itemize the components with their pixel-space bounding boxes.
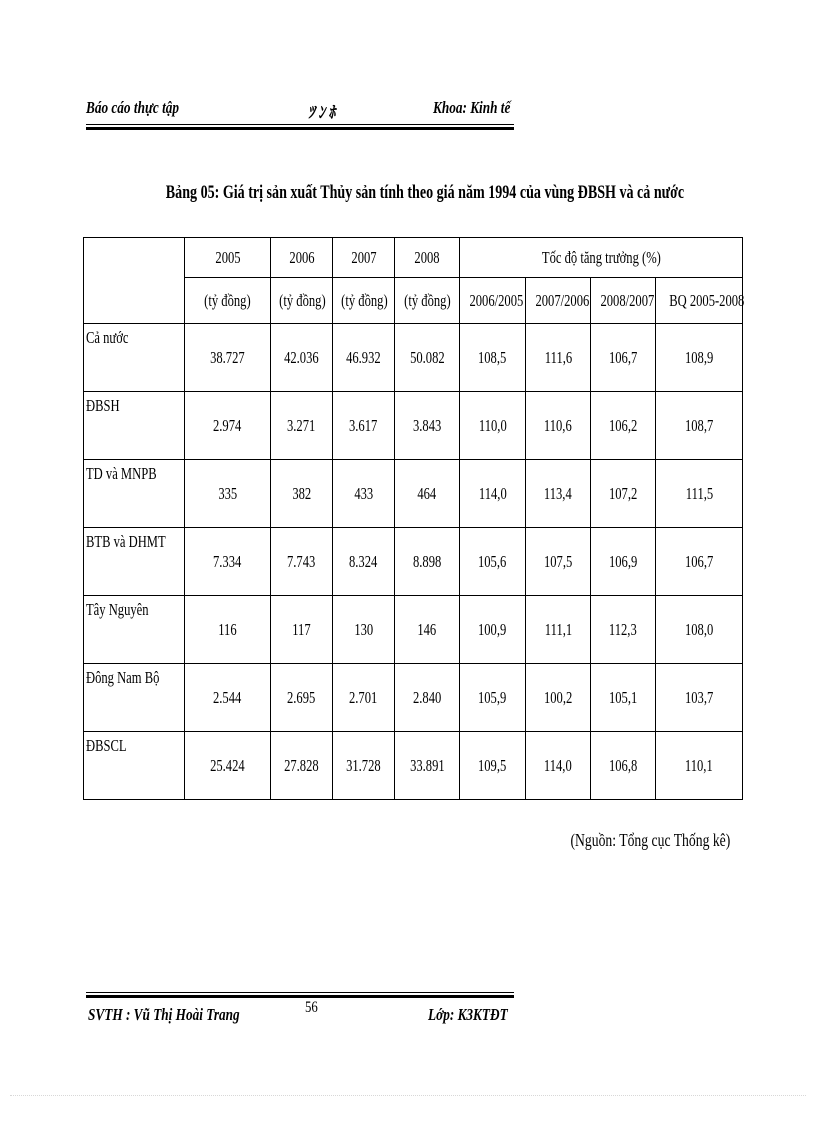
table-cell: 3.843 — [395, 392, 460, 460]
table-cell: 111,1 — [526, 596, 591, 664]
year-header: 2005 — [185, 238, 271, 278]
page-number: 56 — [305, 999, 318, 1016]
table-cell: 50.082 — [395, 324, 460, 392]
year-header: 2007 — [333, 238, 395, 278]
table-row — [84, 596, 743, 664]
table-cell: 27.828 — [271, 732, 333, 800]
data-table — [83, 237, 743, 800]
table-cell: 105,1 — [591, 664, 656, 732]
table-cell: 117 — [271, 596, 333, 664]
table-cell: 100,2 — [526, 664, 591, 732]
table-cell: 116 — [185, 596, 271, 664]
table-cell: 113,4 — [526, 460, 591, 528]
row-label: ĐBSH — [84, 392, 185, 460]
row-label: BTB và DHMT — [84, 528, 185, 596]
table-cell: 433 — [333, 460, 395, 528]
year-header: 2008 — [395, 238, 460, 278]
unit-header: (tỷ đồng) — [271, 278, 333, 324]
table-cell: 106,7 — [591, 324, 656, 392]
table-cell: 105,9 — [460, 664, 526, 732]
table-cell: 110,1 — [656, 732, 743, 800]
table-row — [84, 324, 743, 392]
table-cell: 109,5 — [460, 732, 526, 800]
table-cell: 2.701 — [333, 664, 395, 732]
table-cell: 112,3 — [591, 596, 656, 664]
table-cell: 8.898 — [395, 528, 460, 596]
footer-rule-thick — [86, 995, 514, 998]
table-cell: 7.743 — [271, 528, 333, 596]
growth-period-header: 2006/2005 — [460, 278, 526, 324]
growth-period-header: BQ 2005-2008 — [656, 278, 743, 324]
source-note: (Nguồn: Tổng cục Thống kê) — [570, 830, 730, 850]
table-cell: 33.891 — [395, 732, 460, 800]
table-row — [84, 460, 743, 528]
table-cell: 114,0 — [460, 460, 526, 528]
table-row — [84, 732, 743, 800]
unit-header: (tỷ đồng) — [185, 278, 271, 324]
row-label: ĐBSCL — [84, 732, 185, 800]
growth-rate-header: Tốc độ tăng trưởng (%) — [460, 238, 743, 278]
page-bottom-dotted-line — [10, 1095, 806, 1096]
table-cell: 107,2 — [591, 460, 656, 528]
footer-rule-thin — [86, 992, 514, 993]
table-cell: 111,5 — [656, 460, 743, 528]
row-label: TD và MNPB — [84, 460, 185, 528]
table-header-row-1 — [84, 238, 743, 278]
growth-period-header: 2007/2006 — [526, 278, 591, 324]
header-corner-cell — [84, 238, 185, 324]
table-cell: 2.974 — [185, 392, 271, 460]
table-cell: 106,9 — [591, 528, 656, 596]
table-cell: 108,9 — [656, 324, 743, 392]
table-cell: 103,7 — [656, 664, 743, 732]
year-header: 2006 — [271, 238, 333, 278]
growth-period-header: 2008/2007 — [591, 278, 656, 324]
table-cell: 146 — [395, 596, 460, 664]
table-cell: 114,0 — [526, 732, 591, 800]
table-cell: 3.271 — [271, 392, 333, 460]
table-row — [84, 664, 743, 732]
table-cell: 111,6 — [526, 324, 591, 392]
table-cell: 46.932 — [333, 324, 395, 392]
table-cell: 38.727 — [185, 324, 271, 392]
table-cell: 100,9 — [460, 596, 526, 664]
header-rule-thin — [86, 124, 514, 125]
table-cell: 106,8 — [591, 732, 656, 800]
unit-header: (tỷ đồng) — [395, 278, 460, 324]
table-cell: 3.617 — [333, 392, 395, 460]
table-cell: 107,5 — [526, 528, 591, 596]
table-cell: 382 — [271, 460, 333, 528]
table-cell: 105,6 — [460, 528, 526, 596]
table-cell: 106,7 — [656, 528, 743, 596]
header-rule-thick — [86, 127, 514, 130]
header-ornament: ﾂ ﾝ ﾎ — [308, 103, 336, 122]
unit-header: (tỷ đồng) — [333, 278, 395, 324]
table-cell: 2.695 — [271, 664, 333, 732]
table-cell: 335 — [185, 460, 271, 528]
table-cell: 464 — [395, 460, 460, 528]
table-cell: 108,0 — [656, 596, 743, 664]
table-cell: 2.840 — [395, 664, 460, 732]
table-cell: 2.544 — [185, 664, 271, 732]
table-cell: 42.036 — [271, 324, 333, 392]
table-cell: 106,2 — [591, 392, 656, 460]
table-cell: 7.334 — [185, 528, 271, 596]
table-cell: 110,6 — [526, 392, 591, 460]
table-row-highlight — [84, 392, 743, 460]
footer-class-label: Lớp: K3KTĐT — [428, 1005, 508, 1024]
row-label: Cả nước — [84, 324, 185, 392]
table-cell: 130 — [333, 596, 395, 664]
table-row — [84, 528, 743, 596]
table-cell: 110,0 — [460, 392, 526, 460]
table-cell: 8.324 — [333, 528, 395, 596]
table-title: Bảng 05: Giá trị sản xuất Thủy sản tính theo giá năm 1994 của vùng ĐBSH và cả nước — [165, 182, 685, 203]
table-cell: 108,5 — [460, 324, 526, 392]
row-label: Tây Nguyên — [84, 596, 185, 664]
header-faculty-label: Khoa: Kinh tế — [433, 98, 511, 117]
table-cell: 25.424 — [185, 732, 271, 800]
footer-student-name: SVTH : Vũ Thị Hoài Trang — [88, 1005, 240, 1024]
table-cell: 108,7 — [656, 392, 743, 460]
row-label: Đông Nam Bộ — [84, 664, 185, 732]
table-cell: 31.728 — [333, 732, 395, 800]
header-report-label: Báo cáo thực tập — [86, 98, 180, 117]
